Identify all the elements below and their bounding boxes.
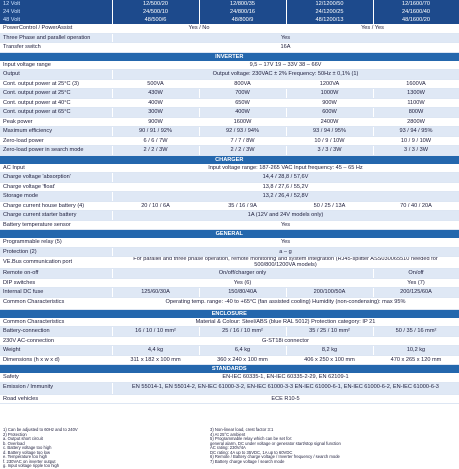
spec-value: 500VA [112,79,199,89]
voltage-label: 12 Volt [0,0,112,8]
spec-value: 93 / 94 / 95% [373,127,459,137]
spec-value: 900W [112,117,199,127]
spec-row [0,79,459,89]
spec-value: 900W [286,98,373,108]
spec-value: 16A [112,43,459,53]
spec-row [0,238,459,247]
spec-value: 7 / 7 / 8W [199,136,286,146]
spec-label: Charge voltage 'absorption' [0,173,112,183]
model-name: 48/1200/13 [286,16,373,24]
spec-value: Operating temp. range: -40 to +65°C (fan assisted cooling) Humidity (non-condensing): max 95% [112,297,459,309]
footnote: d. Battery voltage too low [3,449,51,455]
spec-label: Protection (2) [0,247,112,257]
spec-value: Yes / Yes [286,24,459,33]
model-name: 24/500/10 [112,8,199,16]
spec-value: 8,2 kg [286,346,373,356]
spec-label: Internal DC fuse [0,288,112,298]
spec-row [0,108,459,118]
spec-row [0,117,459,127]
spec-value: 70 / 40 / 20A [373,201,459,211]
spec-label: Cont. output power at 40°C [0,98,112,108]
spec-row [0,373,459,382]
spec-label: Common Characteristics [0,318,112,327]
spec-label: Cont. output power at 25°C (3) [0,79,112,89]
spec-row [0,297,459,309]
spec-value: 200/100/50A [286,288,373,298]
spec-value: 1600VA [373,79,459,89]
spec-row [0,318,459,327]
model-header-row [0,8,459,16]
spec-value: 20 / 10 / 6A [112,201,199,211]
footnote: 5) Programmable relay which can be set for: [210,436,293,441]
spec-row [0,346,459,356]
spec-label: Programmable relay (5) [0,238,112,247]
spec-row [0,43,459,53]
spec-value: On/off/charger only [112,269,373,279]
spec-row [0,382,459,394]
model-name: 48/500/6 [112,16,199,24]
section-title: GENERAL [0,230,459,239]
spec-value: On/off [373,269,459,279]
spec-value: 700W [199,89,286,99]
model-name: 12/500/20 [112,0,199,8]
footnote: AC rating: 230V/4A [210,445,246,450]
spec-value: Yes [112,220,459,230]
spec-label: Road vehicles [0,394,112,404]
footnote: general alarm, DC under voltage or generator start/stop signal function [210,440,341,446]
spec-label: Common Characteristics [0,297,112,309]
voltage-label: 48 Volt [0,16,112,24]
spec-label: PowerControl / PowerAssist [0,24,112,33]
spec-value: 2 / 2 / 3W [112,146,199,156]
spec-value: 2 / 2 / 3W [199,146,286,156]
footnote: 3) Non-linear load, crest factor 3:1 [210,427,274,432]
spec-value: 1A (12V and 24V models only) [112,211,459,221]
spec-value: Yes / No [112,24,286,33]
spec-label: Storage mode [0,192,112,202]
spec-row [0,146,459,156]
spec-value: 25 / 16 / 10 mm² [199,327,286,337]
spec-row [0,247,459,257]
spec-row [0,173,459,183]
spec-value: Material & Colour: Steel/ABS (blue RAL 5012) Protection category: IP 21 [112,318,459,327]
spec-value: 800W [373,108,459,118]
spec-label: Charge voltage 'float' [0,182,112,192]
spec-value: ECE R10-5 [112,394,459,404]
spec-row [0,211,459,221]
spec-value: 4,4 kg [112,346,199,356]
model-name: 12/800/35 [199,0,286,8]
spec-label: Charge current house battery (4) [0,201,112,211]
model-header-row [0,16,459,24]
spec-value: Output voltage: 230VAC ± 2% Frequency: 50Hz ± 0,1% (1) [112,70,459,80]
spec-value: 311 x 182 x 100 mm [112,355,199,365]
spec-value: Input voltage range: 187-265 VAC Input frequency: 45 – 65 Hz [112,164,459,173]
spec-value: a – g [112,247,459,257]
spec-row [0,61,459,70]
spec-value: 800VA [199,79,286,89]
voltage-label: 24 Volt [0,8,112,16]
spec-value: 1000W [286,89,373,99]
section-title: CHARGER [0,155,459,164]
spec-value: 13,8 / 27,6 / 55,2V [112,182,459,192]
spec-value: 35 / 25 / 10 mm² [286,327,373,337]
footnote: 7) Battery charge voltage / search mode [210,458,285,464]
model-name: 24/1600/40 [373,8,459,16]
spec-row [0,182,459,192]
spec-row [0,394,459,404]
spec-value: 35 / 16 / 9A [199,201,286,211]
spec-value: 300W [112,108,199,118]
section-header [0,155,459,164]
spec-row [0,278,459,288]
spec-value: Yes [112,238,459,247]
spec-value: 1600W [199,117,286,127]
spec-value: 1100W [373,98,459,108]
spec-label: Peak power [0,117,112,127]
spec-label: Zero-load power [0,136,112,146]
spec-value: 125/60/30A [112,288,199,298]
footnote: e. Temperature too high [3,454,48,459]
spec-row [0,136,459,146]
spec-label: Transfer switch [0,43,112,53]
spec-row [0,89,459,99]
spec-value: 150/80/40A [199,288,286,298]
spec-value: 6 / 6 / 7W [112,136,199,146]
section-header [0,230,459,239]
section-title: INVERTER [0,52,459,61]
spec-row [0,220,459,230]
spec-row [0,98,459,108]
spec-row [0,192,459,202]
footnote: c. Battery voltage too high [3,445,52,450]
spec-value: 1200VA [286,79,373,89]
spec-value: 50 / 25 / 13A [286,201,373,211]
spec-label: AC Input [0,164,112,173]
spec-label: DIP switches [0,278,112,288]
spec-row [0,257,459,269]
spec-value: 360 x 240 x 100 mm [199,355,286,365]
spec-value: 200/125/60A [373,288,459,298]
spec-value: 90 / 91 / 92% [112,127,199,137]
spec-label: Battery-connection [0,327,112,337]
footnote: 2) Protection [3,431,27,437]
spec-value: 14,4 / 28,8 / 57,6V [112,173,459,183]
spec-label: Cont. output power at 25°C [0,89,112,99]
model-name: 48/1600/20 [373,16,459,24]
spec-label: Zero-load power in search mode [0,146,112,156]
spec-label: Maximum efficiency [0,127,112,137]
model-name: 24/800/16 [199,8,286,16]
model-name: 12/1200/50 [286,0,373,8]
spec-label: Input voltage range [0,61,112,70]
spec-value: 400W [199,108,286,118]
spec-row [0,327,459,337]
spec-row [0,288,459,298]
spec-value: 400W [112,98,199,108]
model-header-row [0,0,459,8]
section-title: ENCLOSURE [0,309,459,318]
spec-value: EN-IEC 60335-1, EN-IEC 60335-2-29, EN 62109-1 [112,373,459,382]
spec-value: 10 / 9 / 10W [373,136,459,146]
spec-row [0,24,459,33]
spec-value: 650W [199,98,286,108]
footnote: 4) At 25°C ambient [210,431,246,437]
spec-label: Three Phase and parallel operation [0,33,112,43]
spec-label: VE.Bus communication port [0,257,112,269]
spec-label: Remote on-off [0,269,112,279]
footnote: b. Overload [3,440,25,446]
spec-value: 3 / 3 / 3W [373,146,459,156]
spec-value: 13,2 / 26,4 / 52,8V [112,192,459,202]
spec-row [0,33,459,43]
spec-value: 600W [286,108,373,118]
spec-value: Yes [112,33,459,43]
spec-value: 92 / 93 / 94% [199,127,286,137]
spec-value: 3 / 3 / 3W [286,146,373,156]
spec-row [0,355,459,365]
spec-row [0,127,459,137]
footnote: a. Output short circuit [3,436,43,441]
model-name: 48/800/9 [199,16,286,24]
section-title: STANDARDS [0,365,459,374]
spec-value: 6,4 kg [199,346,286,356]
spec-value: Yes (6) [112,278,373,288]
spec-label: Dimensions (h x w x d) [0,355,112,365]
spec-row [0,164,459,173]
spec-label: Emission / Immunity [0,382,112,394]
spec-value: 9,5 – 17V 19 – 33V 38 – 66V [112,61,459,70]
spec-value: 430W [112,89,199,99]
footnote: f. 230VAC on inverter output [3,458,56,464]
spec-value: 10 / 9 / 10W [286,136,373,146]
spec-value: 1300W [373,89,459,99]
section-header [0,52,459,61]
spec-value: 406 x 250 x 100 mm [286,355,373,365]
spec-row [0,70,459,80]
footnote: g. Input voltage ripple too high [3,463,60,468]
section-header [0,365,459,374]
spec-row [0,201,459,211]
spec-value: 93 / 94 / 95% [286,127,373,137]
footnote: 1) Can be adjusted to 60Hz and to 240V [3,427,78,432]
spec-label: Output [0,70,112,80]
spec-value: 10,2 kg [373,346,459,356]
spec-label: Battery temperature sensor [0,220,112,230]
spec-value: Yes (7) [373,278,459,288]
spec-value: EN 55014-1, EN 55014-2, EN-IEC 61000-3-2, EN-IEC 61000-3-3 EN-IEC 61000-6-1, EN-IEC 61000-6-2, EN-IEC 61000-6-3 [112,382,459,394]
spec-value: 470 x 265 x 120 mm [373,355,459,365]
footnote: 6) Remote / Battery charge voltage / Inverter frequency / search mode [210,454,340,459]
spec-label: Cont. output power at 65°C [0,108,112,118]
footnotes-left [3,428,78,469]
spec-value: For parallel and three phase operation, remote monitoring and system integration (RJ45-splitter ASS030065510 needed for 500/800/1200VA models) [112,257,459,269]
spec-label: Charge current starter battery [0,211,112,221]
spec-value: 2800W [373,117,459,127]
spec-value: 16 / 10 / 10 mm² [112,327,199,337]
spec-value: 50 / 35 / 16 mm² [373,327,459,337]
spec-label: Weight [0,346,112,356]
model-name: 24/1200/25 [286,8,373,16]
footnote: DC rating: 4A up to 35VDC, 1A up to 60VDC [210,449,293,455]
model-name: 12/1600/70 [373,0,459,8]
section-header [0,309,459,318]
spec-value: 2400W [286,117,373,127]
spec-value: G-ST18i connector [112,336,459,346]
spec-row [0,269,459,279]
spec-label: Safety [0,373,112,382]
spec-label: 230V AC-connection [0,336,112,346]
spec-row [0,336,459,346]
